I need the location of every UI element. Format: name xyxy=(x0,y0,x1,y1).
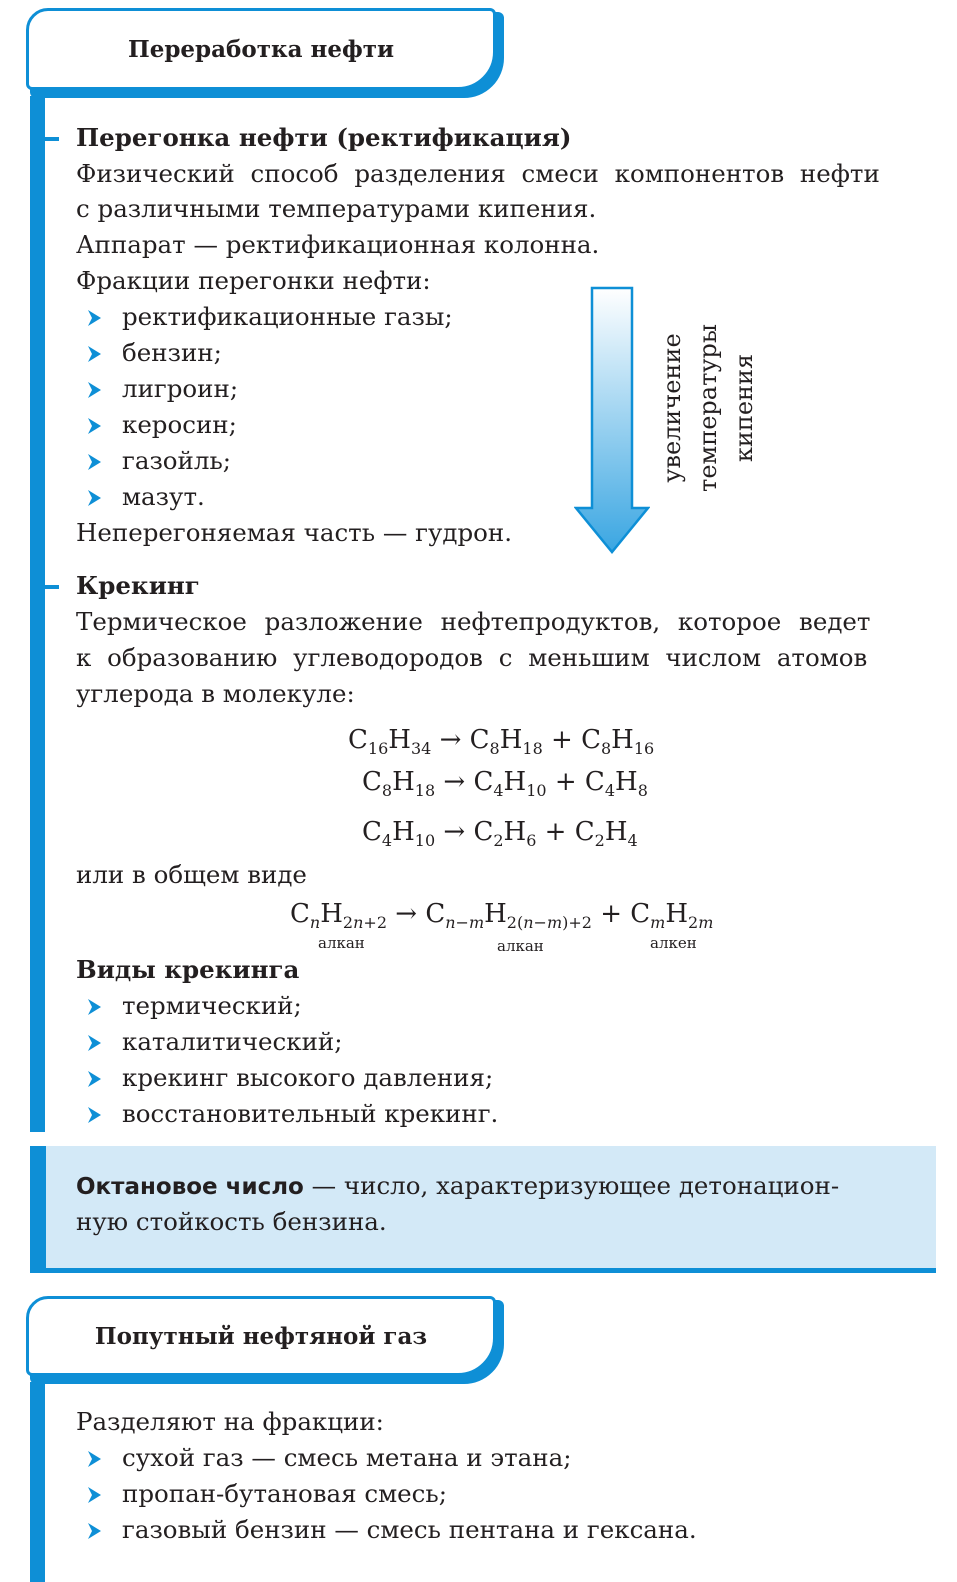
chevron-right-icon xyxy=(86,1449,104,1469)
fraction-item: бензин; xyxy=(122,338,222,367)
chevron-right-icon xyxy=(86,1521,104,1541)
chevron-right-icon xyxy=(86,344,104,364)
section1-left-bar xyxy=(30,96,45,1132)
cracking-heading: Крекинг xyxy=(76,571,200,600)
section2-left-bar xyxy=(30,1382,45,1582)
general-label-alkane-1: алкан xyxy=(318,934,365,952)
cracking-type-item: термический; xyxy=(122,991,302,1020)
cracking-type-item: каталитический; xyxy=(122,1027,343,1056)
distillation-tick xyxy=(45,137,59,141)
chevron-right-icon xyxy=(86,997,104,1017)
equation-2: $C_8H_{18} \to C_4H_{10} + C_4H_8$ xyxy=(362,767,648,800)
cracking-tick xyxy=(45,585,59,589)
arrow-label-line: кипения xyxy=(730,353,758,463)
section2-title-tab xyxy=(26,1296,496,1376)
chevron-right-icon xyxy=(86,1105,104,1125)
section1-title: Переработка нефти xyxy=(127,35,395,63)
cracking-type-item: крекинг высокого давления; xyxy=(122,1063,494,1092)
chevron-right-icon xyxy=(86,488,104,508)
chevron-right-icon xyxy=(86,452,104,472)
fractions-title: Фракции перегонки нефти: xyxy=(76,266,431,295)
distillation-heading: Перегонка нефти (ректификация) xyxy=(76,123,572,152)
general-label-alkane-2: алкан xyxy=(497,937,544,955)
general-equation: $C_nH_{2n+2} \to C_{n-m}H_{2(n-m)+2} + C_mH_{2m}$ xyxy=(290,899,714,932)
arrow-label-line: температуры xyxy=(694,324,722,492)
chevron-right-icon xyxy=(86,308,104,328)
fraction-item: ректификационные газы; xyxy=(122,302,453,331)
fraction-item: лигроин; xyxy=(122,374,239,403)
cracking-desc-line2: к образованию углеводородов с меньшим числом атомов xyxy=(76,643,868,672)
equation-1: $C_{16}H_{34} \to C_8H_{18} + C_8H_{16}$ xyxy=(348,725,655,758)
chevron-right-icon xyxy=(86,1069,104,1089)
distillation-desc-line1: Физический способ разделения смеси компонентов нефти xyxy=(76,159,880,188)
cracking-types-title: Виды крекинга xyxy=(76,955,300,984)
fraction-item: мазут. xyxy=(122,482,205,511)
note-definition: — число, характеризующее детонацион- xyxy=(303,1171,840,1200)
section2-intro: Разделяют на фракции: xyxy=(76,1407,384,1436)
distillation-desc-line2: с различными температурами кипения. xyxy=(76,194,597,223)
note-box-bar xyxy=(30,1146,46,1272)
chevron-right-icon xyxy=(86,1033,104,1053)
gas-fraction-item: сухой газ — смесь метана и этана; xyxy=(122,1443,572,1472)
section1-title-tab xyxy=(26,8,496,90)
equation-3: $C_4H_{10} \to C_2H_6 + C_2H_4$ xyxy=(362,817,638,850)
chevron-right-icon xyxy=(86,1485,104,1505)
gas-fraction-item: пропан-бутановая смесь; xyxy=(122,1479,447,1508)
section2-title: Попутный нефтяной газ xyxy=(94,1322,428,1350)
note-line1 xyxy=(76,1169,839,1204)
cracking-desc-line3: углерода в молекуле: xyxy=(76,679,355,708)
note-line2: ную стойкость бензина. xyxy=(76,1207,387,1236)
arrow-label-line: увеличение xyxy=(658,333,686,483)
cracking-type-item: восстановительный крекинг. xyxy=(122,1099,499,1128)
fraction-item: газойль; xyxy=(122,446,232,475)
fraction-item: керосин; xyxy=(122,410,237,439)
chevron-right-icon xyxy=(86,380,104,400)
distillation-residue: Неперегоняемая часть — гудрон. xyxy=(76,518,513,547)
arrow-label xyxy=(548,298,868,518)
distillation-apparatus: Аппарат — ректификационная колонна. xyxy=(76,230,600,259)
chevron-right-icon xyxy=(86,416,104,436)
cracking-desc-line1: Термическое разложение нефтепродуктов, которое ведет xyxy=(76,607,871,636)
gas-fraction-item: газовый бензин — смесь пентана и гексана. xyxy=(122,1515,697,1544)
note-box-bottom xyxy=(30,1268,936,1273)
note-term: Октановое число xyxy=(76,1174,304,1200)
general-intro: или в общем виде xyxy=(76,860,307,889)
general-label-alkene: алкен xyxy=(650,934,697,952)
